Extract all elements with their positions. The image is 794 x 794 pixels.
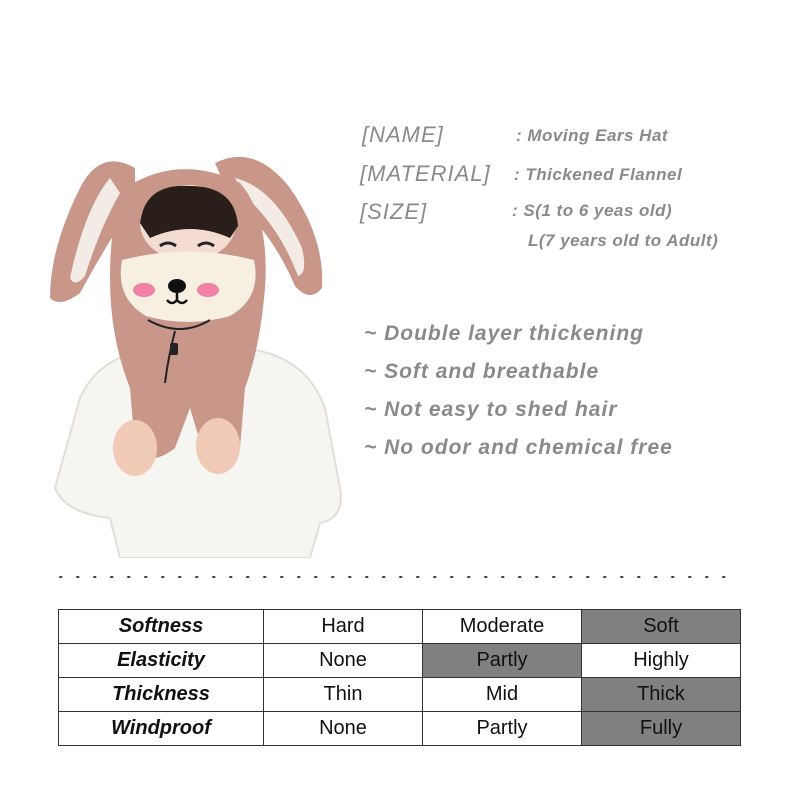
spec-label-name: [NAME] — [362, 122, 444, 147]
property-option: Mid — [423, 678, 582, 712]
spec-value-name: : Moving Ears Hat — [516, 126, 669, 145]
spec-value-material: : Thickened Flannel — [514, 165, 683, 184]
feature-item: ~ Double layer thickening — [364, 322, 644, 345]
dotted-divider — [58, 572, 738, 582]
product-photo — [40, 148, 350, 558]
property-option: None — [264, 644, 423, 678]
property-name: Thickness — [59, 678, 264, 712]
property-option: Highly — [582, 644, 741, 678]
table-row — [59, 678, 741, 712]
property-option-selected: Thick — [582, 678, 741, 712]
spec-label-size: [SIZE] — [360, 199, 428, 224]
feature-item: ~ Soft and breathable — [364, 360, 600, 383]
property-option-selected: Fully — [582, 712, 741, 746]
spec-value-size-s: : S(1 to 6 yeas old) — [512, 201, 673, 220]
table-row — [59, 644, 741, 678]
property-option: Partly — [423, 712, 582, 746]
table-row — [59, 610, 741, 644]
property-option: None — [264, 712, 423, 746]
left-hand — [113, 420, 157, 476]
property-option-selected: Soft — [582, 610, 741, 644]
property-name: Softness — [59, 610, 264, 644]
property-option: Moderate — [423, 610, 582, 644]
property-name: Elasticity — [59, 644, 264, 678]
feature-item: ~ No odor and chemical free — [364, 436, 673, 459]
property-option: Hard — [264, 610, 423, 644]
property-table — [58, 609, 741, 746]
property-option: Thin — [264, 678, 423, 712]
right-hand — [196, 418, 240, 474]
property-option-selected: Partly — [423, 644, 582, 678]
table-row — [59, 712, 741, 746]
property-name: Windproof — [59, 712, 264, 746]
spec-value-size-l: L(7 years old to Adult) — [528, 231, 719, 250]
feature-item: ~ Not easy to shed hair — [364, 398, 618, 421]
spec-label-material: [MATERIAL] — [360, 161, 491, 186]
